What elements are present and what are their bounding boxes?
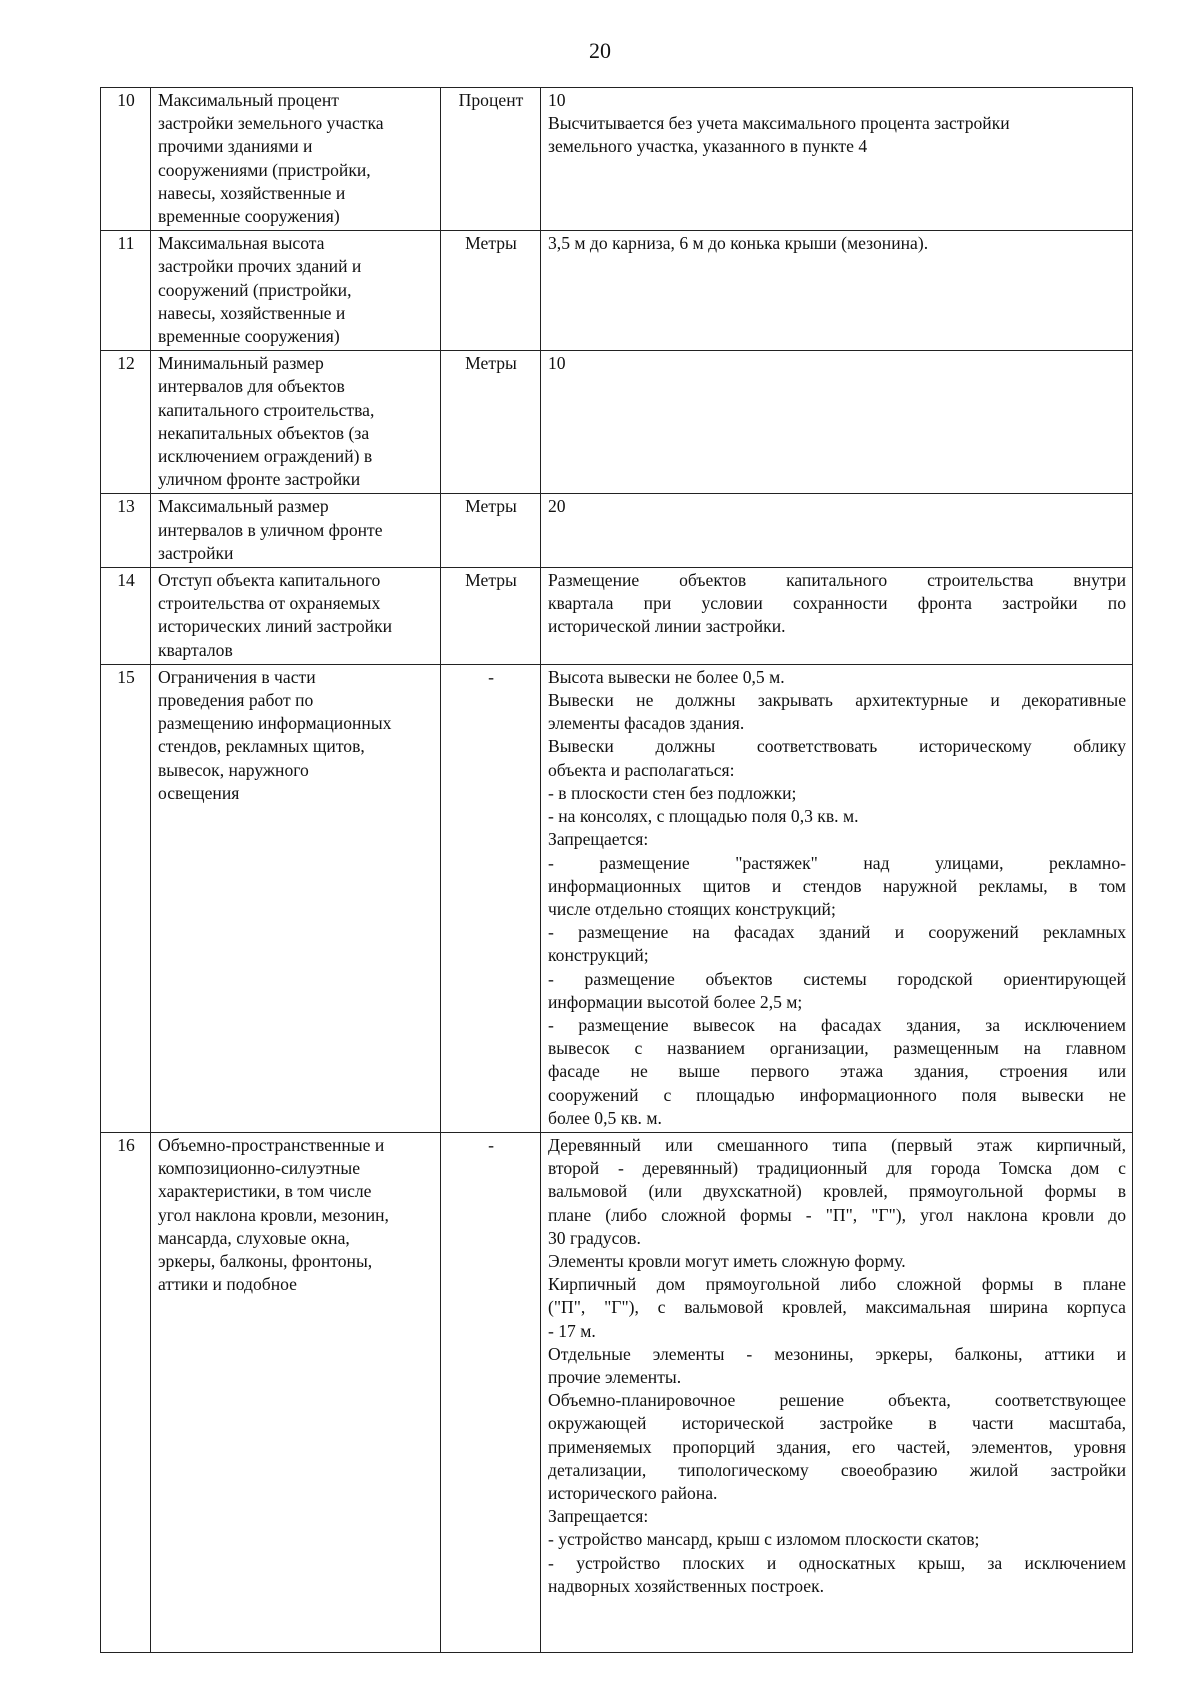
value-line: исторической линии застройки.	[548, 616, 786, 637]
parameter-line: аттики и подобное	[158, 1274, 297, 1295]
parameter-line: проведения работ по	[158, 690, 314, 711]
parameter-line: Ограничения в части	[158, 666, 316, 687]
parameter-line: исключением ограждений) в	[158, 446, 373, 467]
row-number: 10	[101, 88, 151, 231]
parameter-value	[541, 568, 1133, 665]
parameter-line: мансарда, слуховые окна,	[158, 1227, 350, 1248]
parameter-name	[151, 351, 441, 494]
parameter-value	[541, 664, 1133, 1132]
parameter-line: композиционно-силуэтные	[158, 1158, 361, 1179]
value-line: - размещение на фасадах зданий и сооружений рекламных	[548, 922, 1126, 943]
value-line: детализации, типологическому своеобразию жилой застройки	[548, 1459, 1126, 1480]
value-line: окружающей исторической застройке в части масштаба,	[548, 1413, 1126, 1434]
parameter-line: застройки земельного участка	[158, 113, 384, 134]
parameter-name	[151, 231, 441, 351]
parameter-value	[541, 351, 1133, 494]
value-line: - размещение "растяжек" над улицами, рекламно-	[548, 852, 1126, 873]
parameter-line: временные сооружения)	[158, 206, 340, 227]
table-row	[101, 494, 1133, 568]
value-line: исторического района.	[548, 1482, 718, 1503]
parameter-name	[151, 568, 441, 665]
value-line: Запрещается:	[548, 1506, 649, 1527]
unit-of-measure: Метры	[441, 351, 541, 494]
parameter-value	[541, 231, 1133, 351]
parameter-line: Максимальный процент	[158, 90, 339, 110]
table-row	[101, 88, 1133, 231]
table-row	[101, 568, 1133, 665]
parameter-value	[541, 1132, 1133, 1652]
value-line: 20	[548, 496, 566, 517]
parameter-line: сооружениями (пристройки,	[158, 159, 371, 180]
value-line: прочие элементы.	[548, 1366, 682, 1387]
unit-of-measure: -	[441, 664, 541, 1132]
value-line: вальмовой (или двухскатной) кровлей, прямоугольной формы в	[548, 1181, 1126, 1202]
value-line: информационных щитов и стендов наружной рекламы, в том	[548, 875, 1126, 896]
parameter-line: освещения	[158, 782, 240, 803]
value-line: Вывески должны соответствовать историческому облику	[548, 736, 1126, 757]
row-number: 11	[101, 231, 151, 351]
value-line: Высчитывается без учета максимального процента застройки	[548, 113, 1010, 134]
parameter-line: строительства от охраняемых	[158, 593, 381, 614]
table-body	[101, 88, 1133, 1653]
page-number: 20	[589, 38, 611, 63]
value-line: более 0,5 кв. м.	[548, 1107, 662, 1128]
parameter-line: капитального строительства,	[158, 399, 375, 420]
parameter-line: вывесок, наружного	[158, 759, 309, 780]
value-line: конструкций;	[548, 945, 649, 966]
value-line: применяемых пропорций здания, его частей, элементов, уровня	[548, 1436, 1126, 1457]
table-row	[101, 231, 1133, 351]
parameter-line: исторических линий застройки	[158, 616, 393, 637]
row-number: 13	[101, 494, 151, 568]
value-line: 3,5 м до карниза, 6 м до конька крыши (мезонина).	[548, 233, 929, 254]
parameter-line: эркеры, балконы, фронтоны,	[158, 1250, 373, 1271]
parameter-line: Максимальный размер	[158, 496, 329, 517]
value-line: 10	[548, 353, 566, 374]
value-line: фасаде не выше первого этажа здания, строения или	[548, 1061, 1126, 1082]
parameter-line: Максимальная высота	[158, 233, 325, 254]
value-line: - на консолях, с площадью поля 0,3 кв. м.	[548, 806, 859, 827]
parameter-line: характеристики, в том числе	[158, 1181, 372, 1202]
parameter-line: угол наклона кровли, мезонин,	[158, 1204, 389, 1225]
parameter-line: застройки прочих зданий и	[158, 256, 362, 277]
parameter-line: интервалов в уличном фронте	[158, 519, 383, 540]
table-row	[101, 664, 1133, 1132]
unit-of-measure: Метры	[441, 568, 541, 665]
value-line: земельного участка, указанного в пункте 4	[548, 136, 868, 157]
value-line: квартала при условии сохранности фронта застройки по	[548, 593, 1126, 614]
value-line: объекта и располагаться:	[548, 759, 735, 780]
parameter-name	[151, 1132, 441, 1652]
value-line: информации высотой более 2,5 м;	[548, 991, 803, 1012]
parameter-line: размещению информационных	[158, 713, 392, 734]
parameter-line: Объемно-пространственные и	[158, 1134, 385, 1155]
row-number: 12	[101, 351, 151, 494]
parameter-name	[151, 664, 441, 1132]
parameter-line: застройки	[158, 542, 234, 563]
row-number: 16	[101, 1132, 151, 1652]
value-line: 10	[548, 90, 566, 110]
value-line: Вывески не должны закрывать архитектурные и декоративные	[548, 690, 1126, 711]
value-line: сооружений с площадью информационного поля вывески не	[548, 1084, 1126, 1105]
value-line: Кирпичный дом прямоугольной либо сложной формы в плане	[548, 1274, 1126, 1295]
parameter-line: интервалов для объектов	[158, 376, 345, 397]
parameter-line: уличном фронте застройки	[158, 469, 361, 490]
parameter-line: сооружений (пристройки,	[158, 279, 352, 300]
parameter-line: навесы, хозяйственные и	[158, 182, 346, 203]
regulations-table	[100, 87, 1133, 1653]
unit-of-measure: Процент	[441, 88, 541, 231]
value-line: - размещение вывесок на фасадах здания, за исключением	[548, 1014, 1126, 1035]
value-line: - 17 м.	[548, 1320, 596, 1341]
value-line: Размещение объектов капитального строительства внутри	[548, 570, 1126, 591]
value-line: ("П", "Г"), с вальмовой кровлей, максимальная ширина корпуса	[548, 1297, 1126, 1318]
table-row	[101, 1132, 1133, 1652]
parameter-line: некапитальных объектов (за	[158, 422, 370, 443]
parameter-value	[541, 494, 1133, 568]
table-row	[101, 351, 1133, 494]
parameter-line: прочими зданиями и	[158, 136, 313, 157]
row-number: 15	[101, 664, 151, 1132]
value-line: вывесок с названием организации, размещенным на главном	[548, 1038, 1126, 1059]
parameter-name	[151, 494, 441, 568]
row-number: 14	[101, 568, 151, 665]
value-line: Отдельные элементы - мезонины, эркеры, балконы, аттики и	[548, 1343, 1126, 1364]
parameter-line: стендов, рекламных щитов,	[158, 736, 365, 757]
value-line: Деревянный или смешанного типа (первый этаж кирпичный,	[548, 1134, 1126, 1155]
value-line: - размещение объектов системы городской ориентирующей	[548, 968, 1126, 989]
unit-of-measure: Метры	[441, 494, 541, 568]
value-line: второй - деревянный) традиционный для города Томска дом с	[548, 1158, 1126, 1179]
value-line: Элементы кровли могут иметь сложную форму.	[548, 1250, 906, 1271]
parameter-value	[541, 88, 1133, 231]
value-line: - устройство плоских и односкатных крыш, за исключением	[548, 1552, 1126, 1573]
value-line: - в плоскости стен без подложки;	[548, 782, 797, 803]
value-line: 30 градусов.	[548, 1227, 641, 1248]
value-line: Высота вывески не более 0,5 м.	[548, 666, 785, 687]
parameter-line: кварталов	[158, 639, 233, 660]
parameter-line: временные сооружения)	[158, 326, 340, 347]
value-line: надворных хозяйственных построек.	[548, 1575, 825, 1596]
unit-of-measure: -	[441, 1132, 541, 1652]
value-line: элементы фасадов здания.	[548, 713, 745, 734]
parameter-line: навесы, хозяйственные и	[158, 302, 346, 323]
parameter-line: Минимальный размер	[158, 353, 324, 374]
value-line: плане (либо сложной формы - "П", "Г"), угол наклона кровли до	[548, 1204, 1126, 1225]
unit-of-measure: Метры	[441, 231, 541, 351]
parameter-name	[151, 88, 441, 231]
value-line: Запрещается:	[548, 829, 649, 850]
parameter-line: Отступ объекта капитального	[158, 570, 381, 591]
value-line: - устройство мансард, крыш с изломом плоскости скатов;	[548, 1529, 980, 1550]
value-line: числе отдельно стоящих конструкций;	[548, 898, 836, 919]
value-line: Объемно-планировочное решение объекта, соответствующее	[548, 1390, 1126, 1411]
